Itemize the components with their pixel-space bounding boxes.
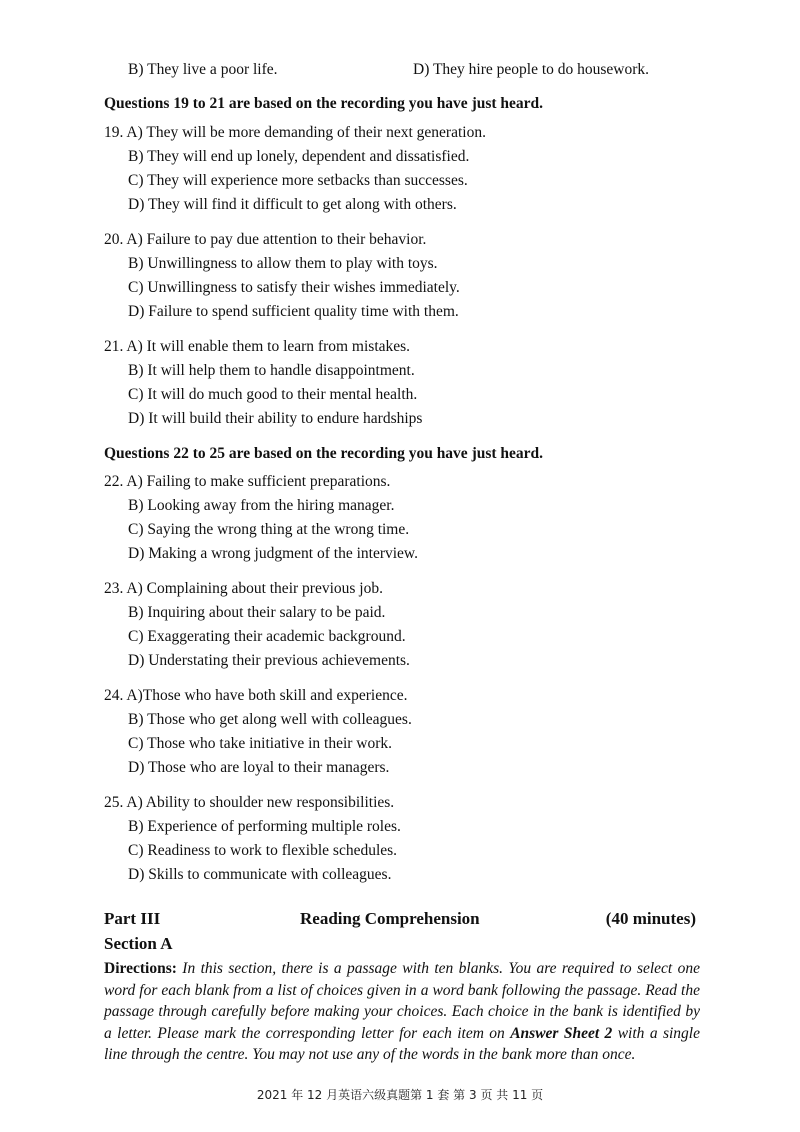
- question-22-option-c: C) Saying the wrong thing at the wrong time.: [128, 521, 410, 538]
- directions-text-part2: with a single line through the centre. You may not use any of the words in the bank more than once.: [104, 1024, 700, 1063]
- question-21-option-b: B) It will help them to handle disappointment.: [128, 362, 415, 379]
- part-label: Part III: [104, 909, 161, 928]
- question-20-option-d: D) Failure to spend sufficient quality time with them.: [128, 303, 459, 320]
- question-22-option-b: B) Looking away from the hiring manager.: [128, 497, 395, 514]
- question-21-option-a: 21. A) It will enable them to learn from mistakes.: [104, 338, 411, 355]
- option-d-previous: D) They hire people to do housework.: [413, 61, 650, 78]
- question-19-option-d: D) They will find it difficult to get along with others.: [128, 196, 457, 213]
- question-24-option-d: D) Those who are loyal to their managers.: [128, 759, 390, 776]
- question-20-option-b: B) Unwillingness to allow them to play with toys.: [128, 255, 438, 272]
- question-20-option-c: C) Unwillingness to satisfy their wishes immediately.: [128, 279, 460, 296]
- option-b-previous: B) They live a poor life.: [128, 61, 278, 78]
- question-25-option-d: D) Skills to communicate with colleagues.: [128, 866, 392, 883]
- question-19-option-c: C) They will experience more setbacks than successes.: [128, 172, 468, 189]
- question-21-option-d: D) It will build their ability to endure hardships: [128, 410, 423, 427]
- question-19-option-b: B) They will end up lonely, dependent and dissatisfied.: [128, 148, 470, 165]
- part-title: Reading Comprehension: [300, 909, 480, 928]
- question-25-option-c: C) Readiness to work to flexible schedules.: [128, 842, 398, 859]
- question-22-option-a: 22. A) Failing to make sufficient preparations.: [104, 473, 391, 490]
- question-24-option-c: C) Those who take initiative in their work.: [128, 735, 393, 752]
- question-group-header: Questions 19 to 21 are based on the recording you have just heard.: [104, 95, 544, 112]
- question-25-option-a: 25. A) Ability to shoulder new responsibilities.: [104, 794, 395, 811]
- question-23-option-a: 23. A) Complaining about their previous job.: [104, 580, 383, 597]
- section-heading: Section A: [104, 934, 173, 953]
- question-23-option-b: B) Inquiring about their salary to be paid.: [128, 604, 386, 621]
- question-24-option-b: B) Those who get along well with colleagues.: [128, 711, 412, 728]
- directions-label: Directions:: [104, 960, 177, 977]
- page-footer: 2021 年 12 月英语六级真题第 1 套 第 3 页 共 11 页: [256, 1088, 544, 1102]
- directions-text-part1: In this section, there is a passage with ten blanks. You are required to select one word for each blank from a list of choices given in a word bank following the passage. Read the passage through carefully before making your choices. Each choice in the bank is identified by a letter. Please mark the corresponding letter for each item on: [104, 960, 700, 1042]
- question-21-option-c: C) It will do much good to their mental health.: [128, 386, 418, 403]
- directions-paragraph: [104, 958, 700, 1066]
- question-group-header: Questions 22 to 25 are based on the recording you have just heard.: [104, 445, 544, 462]
- part-time: (40 minutes): [605, 909, 696, 928]
- question-23-option-c: C) Exaggerating their academic background.: [128, 628, 406, 645]
- question-22-option-d: D) Making a wrong judgment of the interview.: [128, 545, 418, 562]
- question-23-option-d: D) Understating their previous achievements.: [128, 652, 410, 669]
- question-24-option-a: 24. A)Those who have both skill and experience.: [104, 687, 408, 704]
- question-20-option-a: 20. A) Failure to pay due attention to their behavior.: [104, 231, 427, 248]
- question-25-option-b: B) Experience of performing multiple roles.: [128, 818, 401, 835]
- question-19-option-a: 19. A) They will be more demanding of their next generation.: [104, 124, 486, 141]
- answer-sheet-reference: Answer Sheet 2: [510, 1024, 613, 1042]
